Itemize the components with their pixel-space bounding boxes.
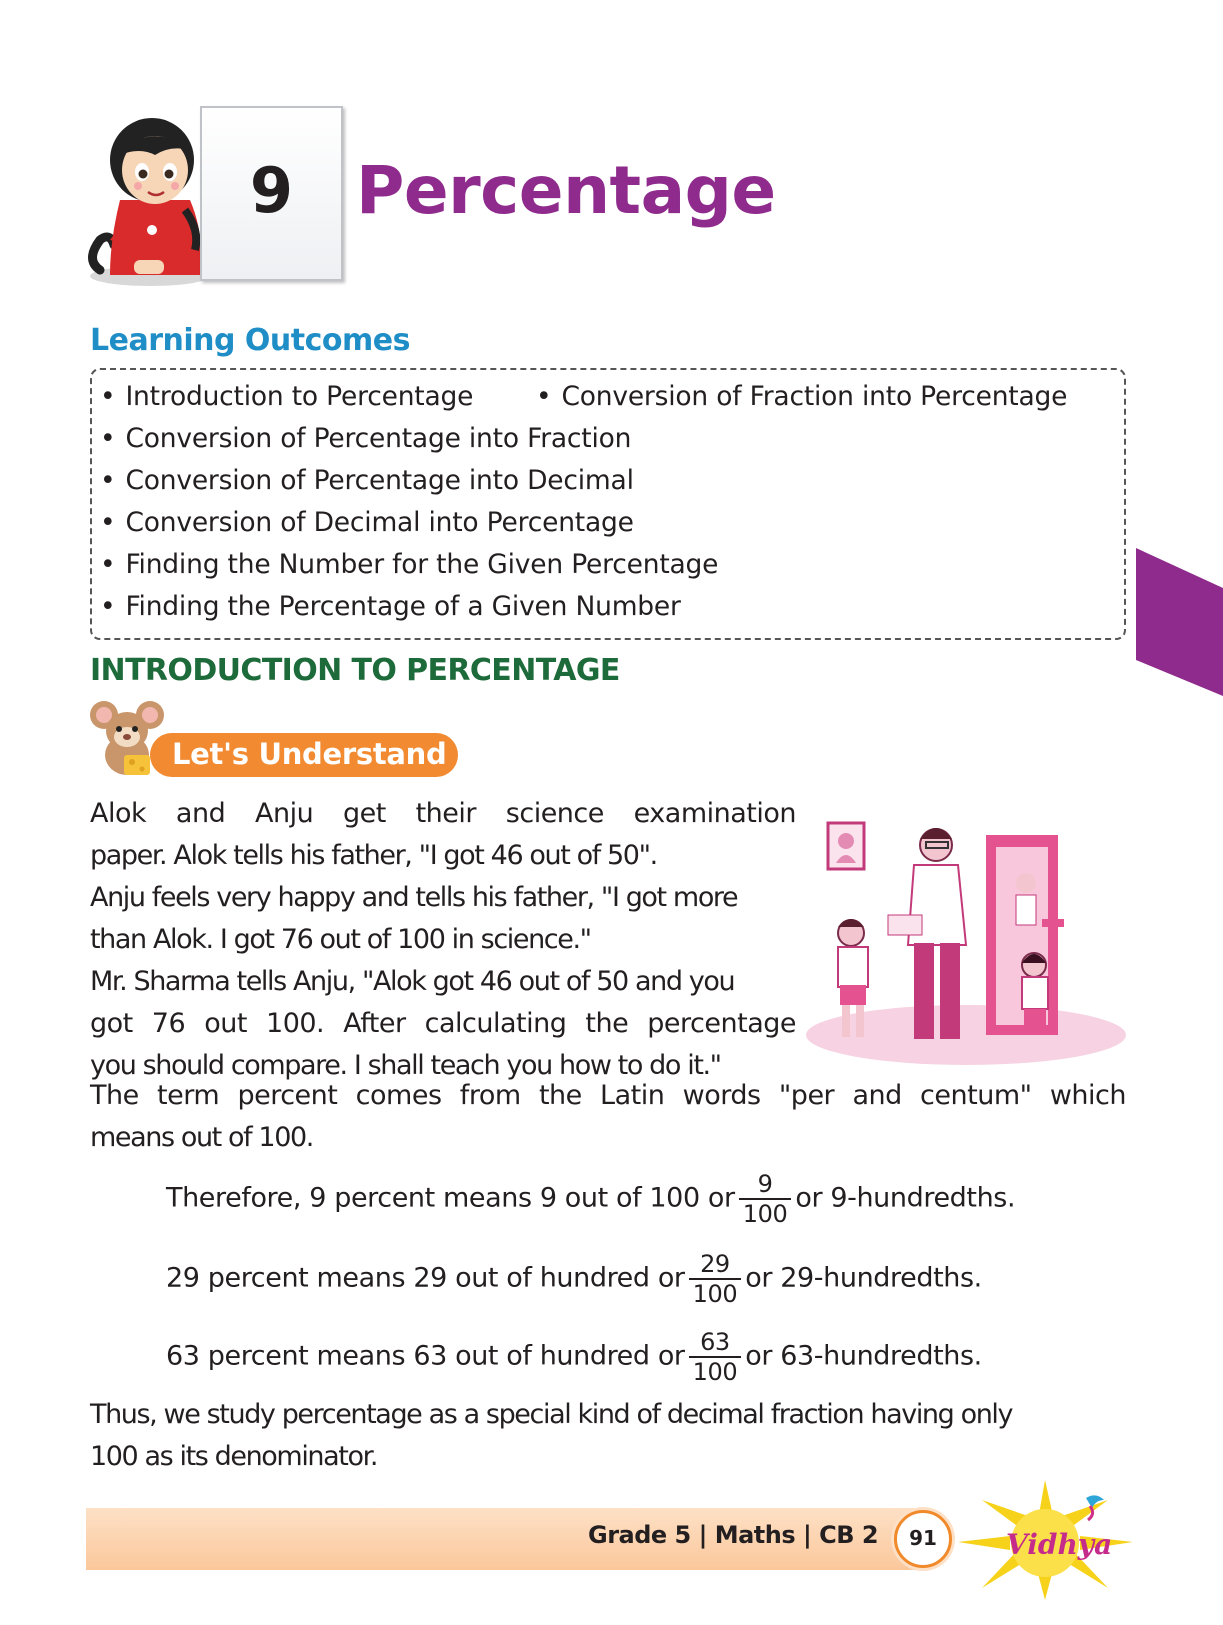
example-text: 63 percent means 63 out of hundred or: [166, 1340, 685, 1372]
story-line: Alok and Anju get their science examination: [90, 798, 796, 829]
vidhya-logo: [958, 1480, 1133, 1600]
outcome-item: • Conversion of Percentage into Fraction: [100, 423, 631, 454]
lets-understand-banner: [150, 733, 458, 777]
conclusion-line: 100 as its denominator.: [90, 1441, 378, 1472]
example-line: [166, 1170, 1015, 1228]
fraction: [689, 1250, 742, 1308]
chapter-title: Percentage: [356, 152, 776, 229]
fraction: [689, 1328, 742, 1386]
example-text: 29 percent means 29 out of hundred or: [166, 1262, 685, 1294]
outcome-item: • Conversion of Fraction into Percentage: [536, 381, 1067, 412]
story-line: Mr. Sharma tells Anju, "Alok got 46 out of 50 and you: [90, 966, 735, 997]
learning-outcomes-heading: Learning Outcomes: [90, 323, 410, 358]
example-text: or 29-hundredths.: [745, 1262, 982, 1294]
fraction-denominator: 100: [742, 1200, 788, 1228]
story-line: than Alok. I got 76 out of 100 in science.": [90, 924, 591, 955]
fraction-denominator: 100: [692, 1280, 738, 1308]
example-text: or 63-hundredths.: [745, 1340, 982, 1372]
outcome-item: • Finding the Percentage of a Given Number: [100, 591, 681, 622]
conclusion-paragraph: [90, 1394, 1126, 1478]
section-heading: INTRODUCTION TO PERCENTAGE: [90, 653, 620, 688]
fraction: [739, 1170, 792, 1228]
chapter-number-card: [200, 106, 343, 281]
side-tab: [1136, 548, 1223, 696]
fraction-numerator: 9: [739, 1170, 792, 1200]
outcome-item: • Finding the Number for the Given Percentage: [100, 549, 718, 580]
latin-paragraph: [90, 1075, 1126, 1159]
footer-grade-label: Grade 5 | Maths | CB 2: [588, 1521, 879, 1549]
story-line: Anju feels very happy and tells his father, "I got more: [90, 882, 738, 913]
example-line: [166, 1250, 982, 1308]
outcome-item: • Conversion of Percentage into Decimal: [100, 465, 634, 496]
example-text: Therefore, 9 percent means 9 out of 100 or: [166, 1182, 735, 1214]
latin-line: means out of 100.: [90, 1122, 313, 1153]
story-paragraph: [90, 793, 796, 1087]
outcome-item: • Introduction to Percentage: [100, 381, 473, 412]
example-text: or 9-hundredths.: [795, 1182, 1016, 1214]
example-line: [166, 1328, 982, 1386]
page-number-badge: [894, 1510, 952, 1568]
latin-line: The term percent comes from the Latin words "per and centum" which: [90, 1080, 1126, 1111]
fraction-numerator: 63: [689, 1328, 742, 1358]
lets-understand-label: Let's Understand: [172, 737, 447, 771]
story-line: got 76 out 100. After calculating the percentage: [90, 1008, 796, 1039]
conclusion-line: Thus, we study percentage as a special kind of decimal fraction having only: [90, 1399, 1013, 1430]
fraction-denominator: 100: [692, 1358, 738, 1386]
logo-text: Vidhya: [1006, 1528, 1113, 1561]
family-illustration: [806, 815, 1126, 1065]
page-number: 91: [909, 1526, 937, 1550]
fraction-numerator: 29: [689, 1250, 742, 1280]
chapter-number: 9: [249, 154, 294, 227]
story-line: paper. Alok tells his father, "I got 46 out of 50".: [90, 840, 657, 871]
mouse-icon: [88, 697, 168, 779]
story-line: you should compare. I shall teach you how to do it.": [90, 1050, 721, 1081]
outcome-item: • Conversion of Decimal into Percentage: [100, 507, 634, 538]
